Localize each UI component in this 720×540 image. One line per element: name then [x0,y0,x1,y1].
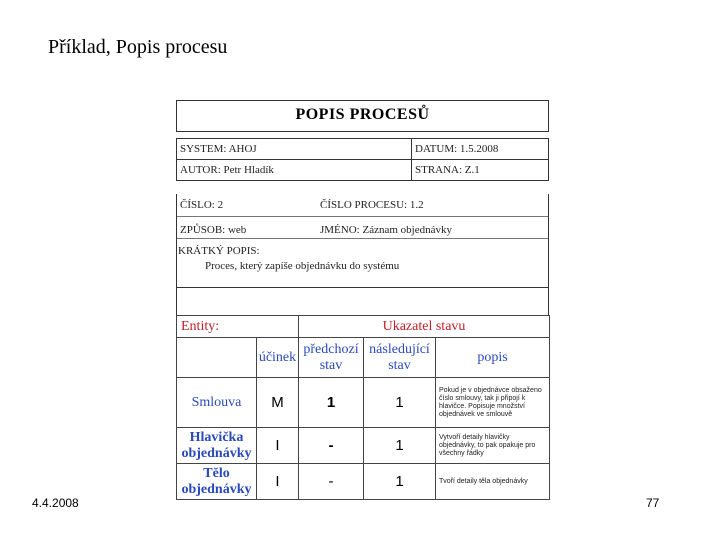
indicator-header: Ukazatel stavu [299,316,550,338]
entity-name-line1: Hlavička [189,429,244,445]
prev-state-line2: stav [319,357,343,373]
next-state-value: 1 [364,428,436,464]
process-number-field: ČÍSLO PROCESU: 1.2 [320,199,424,211]
footer-date: 4.4.2008 [32,496,79,510]
info-table [176,138,549,181]
description-value: Vytvoří detaily hlavičky objednávky, to pak opakuje pro všechny řádky [436,428,550,464]
date-field: DATUM: 1.5.2008 [412,139,549,160]
entity-header-row [177,316,550,338]
entity-name [177,464,257,500]
entity-name [177,378,257,428]
prev-state-value: - [299,464,364,500]
brief-label: KRÁTKÝ POPIS: [178,245,260,257]
description-value: Pokud je v objednávce obsaženo číslo smlouvy, tak ji připojí k hlavičce. Popisuje množství objednávek ve smlouvě [436,378,550,428]
prev-state-column-header [299,338,364,378]
effect-value: I [257,464,299,500]
entity-name [177,428,257,464]
effect-column-header: účinek [257,338,299,378]
process-divider [177,238,548,239]
entity-column-header [177,338,257,378]
prev-state-value: - [299,428,364,464]
info-row-author [177,160,549,181]
next-state-line2: stav [388,357,411,373]
slide-title: Příklad, Popis procesu [48,36,228,58]
entity-name-line1: Smlouva [191,394,242,410]
effect-value: I [257,428,299,464]
table-row [177,464,550,500]
info-row-system [177,139,549,160]
header-spacer [257,316,299,338]
empty-band [176,288,549,315]
process-details [176,194,549,288]
next-state-value: 1 [364,378,436,428]
entity-name-line2: objednávky [181,481,252,497]
table-row [177,378,550,428]
system-field: SYSTEM: AHOJ [177,139,412,160]
author-field: AUTOR: Petr Hladík [177,160,412,181]
table-row [177,428,550,464]
prev-state-line1: předchozí [303,341,359,357]
description-column-header: popis [436,338,550,378]
form-heading: POPIS PROCESŮ [176,100,549,132]
effect-value: M [257,378,299,428]
entity-name-line2: objednávky [181,445,252,461]
column-header-row [177,338,550,378]
method-field: ZPŮSOB: web [180,224,247,236]
next-state-column-header [364,338,436,378]
entity-name-line1: Tělo [203,465,230,481]
number-field: ČÍSLO: 2 [180,199,224,211]
entity-table [176,315,550,500]
name-field: JMÉNO: Záznam objednávky [320,224,452,236]
description-value: Tvoří detaily těla objednávky [436,464,550,500]
entity-header: Entity: [177,316,257,338]
page-field: STRANA: Z.1 [412,160,549,181]
prev-state-value: 1 [299,378,364,428]
page-number: 77 [646,496,660,510]
process-divider [177,216,548,217]
next-state-value: 1 [364,464,436,500]
brief-text: Proces, který zapíše objednávku do systému [205,260,400,272]
next-state-line1: následující [369,341,430,357]
